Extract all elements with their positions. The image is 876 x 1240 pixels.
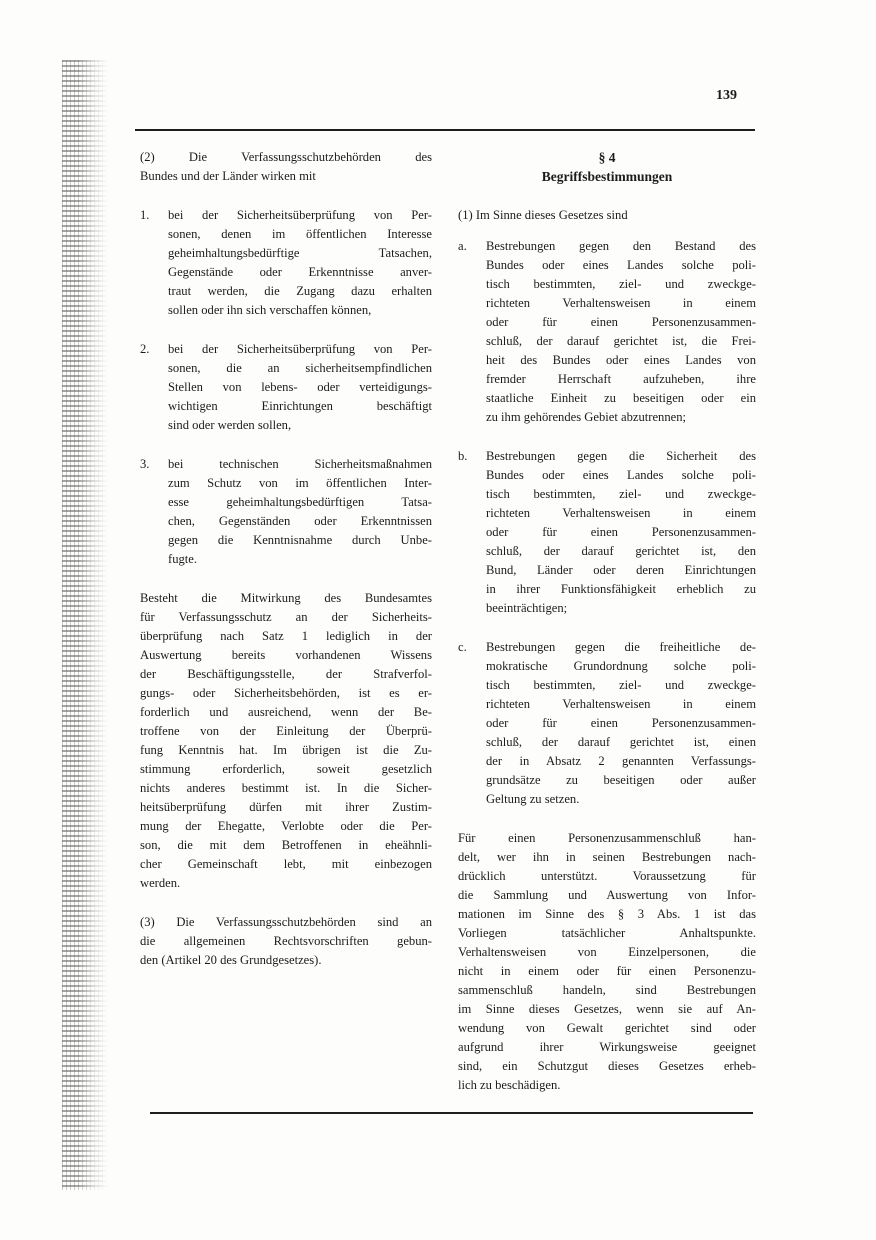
paragraph-line: die allgemeinen Rechtsvorschriften gebun-: [140, 934, 432, 948]
list-line: mokratische Grundordnung solche poli-: [486, 659, 756, 673]
paragraph-line: Verhaltensweisen von Einzelpersonen, die: [458, 945, 756, 959]
paragraph-line: überprüfung nach Satz 1 lediglich in der: [140, 629, 432, 643]
list-line: tisch bestimmten, ziel- und zweckge-: [486, 277, 756, 291]
definition-c: [458, 638, 756, 809]
definition-a: [458, 237, 756, 427]
list-marker: a.: [458, 239, 467, 253]
list-item-1: [140, 206, 432, 320]
list-line: zu ihm gehörendes Gebiet abzutrennen;: [486, 410, 687, 424]
list-line: Gegenstände oder Erkenntnisse anver-: [168, 265, 432, 279]
paragraph-line: cher Gemeinschaft lebt, mit einbezogen: [140, 857, 432, 871]
list-line: bei technischen Sicherheitsmaßnahmen: [168, 457, 432, 471]
list-line: sonen, die an sicherheitsempfindlichen: [168, 361, 432, 375]
list-line: richteten Verhaltensweisen in einem: [486, 296, 756, 310]
closing-paragraph: [458, 829, 756, 1095]
paragraph-line: gungs- oder Sicherheitsbehörden, ist es er-: [140, 686, 432, 700]
paragraph-line: nicht in einem oder für einen Personenzu-: [458, 964, 756, 978]
paragraph-line: mationen im Sinne des § 3 Abs. 1 ist das: [458, 907, 756, 921]
list-line: staatliche Einheit zu beseitigen oder ein: [486, 391, 756, 405]
list-line: bei der Sicherheitsüberprüfung von Per-: [168, 342, 432, 356]
paragraph-line: für Verfassungsschutz an der Sicherheits-: [140, 610, 432, 624]
list-line: esse geheimhaltungsbedürftigen Tatsa-: [168, 495, 432, 509]
list-line: Bestrebungen gegen den Bestand des: [486, 239, 756, 253]
list-line: traut werden, die Zugang dazu erhalten: [168, 284, 432, 298]
list-line: zum Schutz von im öffentlichen Inter-: [168, 476, 432, 490]
paragraph-3: [140, 913, 432, 970]
paragraph-line: aufgrund ihrer Wirkungsweise geeignet: [458, 1040, 756, 1054]
paragraph-line: (3) Die Verfassungsschutzbehörden sind an: [140, 915, 432, 929]
list-line: Bundes oder eines Landes solche poli-: [486, 258, 756, 272]
right-column: [458, 148, 756, 1095]
paragraph-line: im Sinne dieses Gesetzes, wenn sie auf An-: [458, 1002, 756, 1016]
list-line: Stellen von lebens- oder verteidigungs-: [168, 380, 432, 394]
definition-b: [458, 447, 756, 618]
paragraph-line: delt, wer ihn in seinen Bestrebungen nach-: [458, 850, 756, 864]
list-line: bei der Sicherheitsüberprüfung von Per-: [168, 208, 432, 222]
list-line: Bestrebungen gegen die Sicherheit des: [486, 449, 756, 463]
list-marker: 1.: [140, 208, 150, 222]
paragraph-line: (2) Die Verfassungsschutzbehörden des: [140, 150, 432, 164]
paragraph-line: wendung von Gewalt gerichtet sind oder: [458, 1021, 756, 1035]
paragraph-line: son, die mit dem Betroffenen in eheähnli-: [140, 838, 432, 852]
list-line: wichtigen Einrichtungen beschäftigt: [168, 399, 432, 413]
paragraph-line: fung Kenntnis hat. Im übrigen ist die Zu-: [140, 743, 432, 757]
continuation-paragraph: [140, 589, 432, 893]
list-item-2: [140, 340, 432, 435]
section-number: § 4: [598, 150, 616, 165]
list-line: grundsätze zu beseitigen oder außer: [486, 773, 756, 787]
list-line: oder für einen Personenzusammen-: [486, 716, 756, 730]
paragraph-line: heitsüberprüfung dürfen mit ihrer Zustim-: [140, 800, 432, 814]
list-line: schluß, der darauf gerichtet ist, die Frei-: [486, 334, 756, 348]
list-marker: b.: [458, 449, 468, 463]
paragraph-line: die Sammlung und Auswertung von Infor-: [458, 888, 756, 902]
list-line: heit des Bundes oder eines Landes von: [486, 353, 756, 367]
list-line: chen, Gegenständen oder Erkenntnissen: [168, 514, 432, 528]
list-line: schluß, der darauf gerichtet ist, den: [486, 544, 756, 558]
scan-edge-noise: [62, 60, 108, 1190]
list-line: fugte.: [168, 552, 198, 566]
section-title: Begriffsbestimmungen: [541, 169, 673, 184]
list-marker: 3.: [140, 457, 150, 471]
left-column: [140, 148, 432, 970]
paragraph-line: drücklich unterstützt. Voraussetzung für: [458, 869, 756, 883]
list-line: oder für einen Personenzusammen-: [486, 525, 756, 539]
paragraph-line: werden.: [140, 876, 181, 890]
list-line: schluß, der darauf gerichtet ist, einen: [486, 735, 756, 749]
paragraph-line: der Beschäftigungsstelle, der Strafverfol-: [140, 667, 432, 681]
list-line: gegen die Kenntnisnahme durch Unbe-: [168, 533, 432, 547]
list-line: Geltung zu setzen.: [486, 792, 580, 806]
list-item-3: [140, 455, 432, 569]
list-line: oder für einen Personenzusammen-: [486, 315, 756, 329]
paragraph-line: lich zu beschädigen.: [458, 1078, 561, 1092]
list-line: sonen, denen im öffentlichen Interesse: [168, 227, 432, 241]
intro-sentence: [458, 206, 756, 225]
paragraph-line: forderlich und ausreichend, wenn der Be-: [140, 705, 432, 719]
paragraph-line: Besteht die Mitwirkung des Bundesamtes: [140, 591, 432, 605]
paragraph-2: [140, 148, 432, 186]
paragraph-line: sammenschluß handeln, sind Bestrebungen: [458, 983, 756, 997]
paragraph-line: nichts anderes bestimmt ist. In die Sicher-: [140, 781, 432, 795]
list-line: geheimhaltungsbedürftige Tatsachen,: [168, 246, 432, 260]
list-line: richteten Verhaltensweisen in einem: [486, 697, 756, 711]
paragraph-line: troffene von der Einleitung der Überprü-: [140, 724, 432, 738]
paragraph-line: Auswertung bereits vorhandenen Wissens: [140, 648, 432, 662]
list-line: Bestrebungen gegen die freiheitliche de-: [486, 640, 756, 654]
footer-rule: [150, 1112, 753, 1114]
list-line: Bund, Länder oder deren Einrichtungen: [486, 563, 756, 577]
paragraph-line: Vorliegen tatsächlicher Anhaltspunkte.: [458, 926, 756, 940]
page-number: 139: [716, 88, 737, 103]
list-line: tisch bestimmten, ziel- und zweckge-: [486, 487, 756, 501]
section-heading: [458, 148, 756, 186]
list-marker: c.: [458, 640, 467, 654]
list-line: der in Absatz 2 genannten Verfassungs-: [486, 754, 756, 768]
paragraph-line: (1) Im Sinne dieses Gesetzes sind: [458, 208, 628, 222]
paragraph-line: sind, ein Schutzgut dieses Gesetzes erheb-: [458, 1059, 756, 1073]
list-line: Bundes oder eines Landes solche poli-: [486, 468, 756, 482]
list-line: sollen oder ihn sich verschaffen können,: [168, 303, 372, 317]
paragraph-line: den (Artikel 20 des Grundgesetzes).: [140, 953, 322, 967]
list-marker: 2.: [140, 342, 150, 356]
list-line: fremder Herrschaft aufzuheben, ihre: [486, 372, 756, 386]
paragraph-line: Bundes und der Länder wirken mit: [140, 169, 316, 183]
list-line: beeinträchtigen;: [486, 601, 568, 615]
list-line: richteten Verhaltensweisen in einem: [486, 506, 756, 520]
list-line: sind oder werden sollen,: [168, 418, 292, 432]
paragraph-line: Für einen Personenzusammenschluß han-: [458, 831, 756, 845]
list-line: in ihrer Funktionsfähigkeit erheblich zu: [486, 582, 756, 596]
list-line: tisch bestimmten, ziel- und zweckge-: [486, 678, 756, 692]
paragraph-line: mung der Ehegatte, Verlobte oder die Per-: [140, 819, 432, 833]
paragraph-line: stimmung erforderlich, soweit gesetzlich: [140, 762, 432, 776]
header-rule: [135, 129, 755, 131]
